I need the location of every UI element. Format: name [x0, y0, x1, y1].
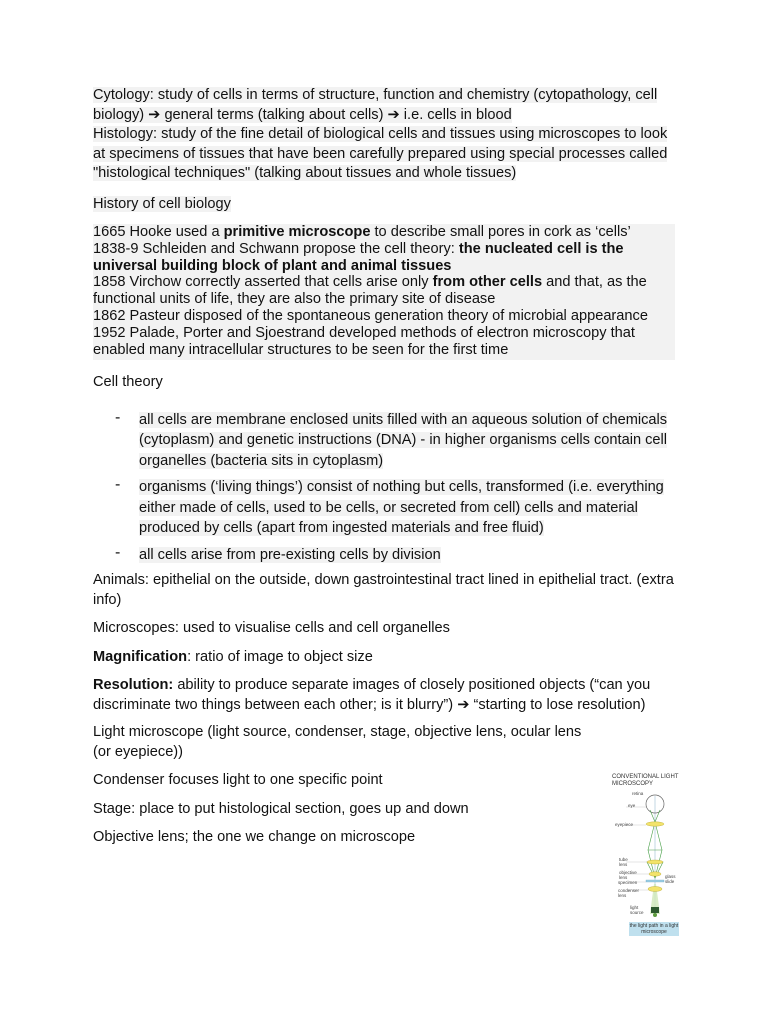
label-glass-slide: glass slide [665, 874, 676, 884]
cell-theory-heading: Cell theory [93, 374, 163, 391]
list-item-text: all cells arise from pre-existing cells by division [139, 546, 441, 563]
figure-title: CONVENTIONAL LIGHT MICROSCOPY [612, 774, 679, 787]
label-retina: retina [632, 791, 644, 796]
microscopes-paragraph: Microscopes: used to visualise cells and cell organelles [93, 620, 450, 637]
history-item-bold: from other cells [432, 274, 543, 291]
animals-paragraph: Animals: epithelial on the outside, down gastrointestinal tract lined in epithelial tract. (extra info) [93, 572, 674, 608]
magnification-text: : ratio of image to object size [187, 648, 373, 665]
history-item-text: 1838-9 Schleiden and Schwann propose the cell theory: [93, 240, 459, 257]
list-item-text: all cells are membrane enclosed units filled with an aqueous solution of chemicals (cytoplasm) and genetic instructions (DNA) - in higher organisms cells contain cell organelles (bacteria sits in cytoplasm) [139, 411, 668, 469]
history-heading [93, 195, 678, 215]
dash-bullet-icon: - [115, 543, 121, 561]
light-microscope-paragraph: Light microscope (light source, condenser, stage, objective lens, ocular lens (or eyepiece)) [93, 724, 582, 760]
history-item-text: 1665 Hooke used a [93, 224, 224, 240]
list-item [93, 477, 678, 539]
list-item [93, 410, 678, 472]
label-tube-lens: tube lens [619, 857, 628, 867]
magnification-label: Magnification [93, 648, 188, 665]
cell-theory-list [93, 410, 678, 566]
light-source-icon [651, 907, 659, 913]
label-eye: eye [628, 803, 636, 808]
light-ray [650, 810, 655, 822]
document-page [93, 86, 678, 848]
objective-lens [649, 872, 661, 876]
dash-bullet-icon: - [115, 476, 121, 494]
history-item-1862: 1862 Pasteur disposed of the spontaneous generation theory of microbial appearance [93, 307, 648, 324]
label-light-source: light source [630, 905, 644, 915]
histology-paragraph [93, 125, 678, 184]
condenser-lens [648, 887, 662, 892]
history-item-text: and that, as the functional units of life, they are also the primary site of disease [93, 274, 647, 308]
figure-caption: the light path in a light microscope [629, 923, 679, 935]
history-item-bold: primitive microscope [223, 224, 371, 240]
resolution-label: Resolution: [93, 677, 174, 694]
light-ray [655, 810, 660, 822]
tube-lens [647, 860, 663, 864]
histology-text: Histology: study of the fine detail of biological cells and tissues using microscopes to look at specimens of tissues that have been carefully prepared using special processes called "histological techniques" (talking about tissues and whole tissues) [93, 126, 668, 181]
eyepiece-lens [646, 822, 664, 826]
magnification-paragraph [93, 648, 678, 668]
cytology-paragraph [93, 86, 678, 125]
history-heading-text: History of cell biology [93, 195, 231, 212]
stage-paragraph: Stage: place to put histological section, goes up and down [93, 800, 469, 817]
history-item-1952: 1952 Palade, Porter and Sjoestrand developed methods of electron microscopy that enabled many intracellular structures to be seen for the first time [93, 324, 635, 358]
history-item-1838 [93, 241, 675, 275]
history-item-text: to describe small pores in cork as ‘cells’ [370, 224, 631, 240]
resolution-text: ability to produce separate images of closely positioned objects (“can you discriminate two things between each other; is it blurry”) ➔ “starting to lose resolution) [93, 677, 651, 713]
light-source-bulb [653, 913, 657, 917]
history-block [93, 224, 675, 360]
label-condenser-lens: condenser lens [618, 888, 640, 898]
history-item-1858 [93, 274, 675, 308]
resolution-paragraph [93, 676, 678, 715]
label-eyepiece: eyepiece [615, 822, 634, 827]
label-specimen: specimen [618, 880, 638, 885]
list-item-text: organisms (‘living things’) consist of nothing but cells, transformed (i.e. everything either made of cells, used to be cells, or secreted from cell) cells and material produced by cells (apart from ingested materials and free fluid) [139, 479, 664, 537]
light-microscope-figure [612, 774, 684, 940]
history-item-bold: the nucleated cell is the universal building block of plant and animal tissues [93, 240, 624, 274]
list-item [93, 545, 678, 566]
condenser-paragraph: Condenser focuses light to one specific point [93, 772, 383, 789]
cytology-text: Cytology: study of cells in terms of structure, function and chemistry (cytopathology, cell biology) ➔ general terms (talking about cells) ➔ i.e. cells in blood [93, 87, 658, 123]
history-item-text: 1858 Virchow correctly asserted that cells arise only [93, 274, 433, 291]
glass-slide [646, 880, 664, 882]
label-objective-lens: objective lens [619, 870, 637, 880]
dash-bullet-icon: - [115, 408, 121, 426]
objective-paragraph: Objective lens; the one we change on microscope [93, 829, 416, 846]
history-item-1665 [93, 224, 675, 241]
